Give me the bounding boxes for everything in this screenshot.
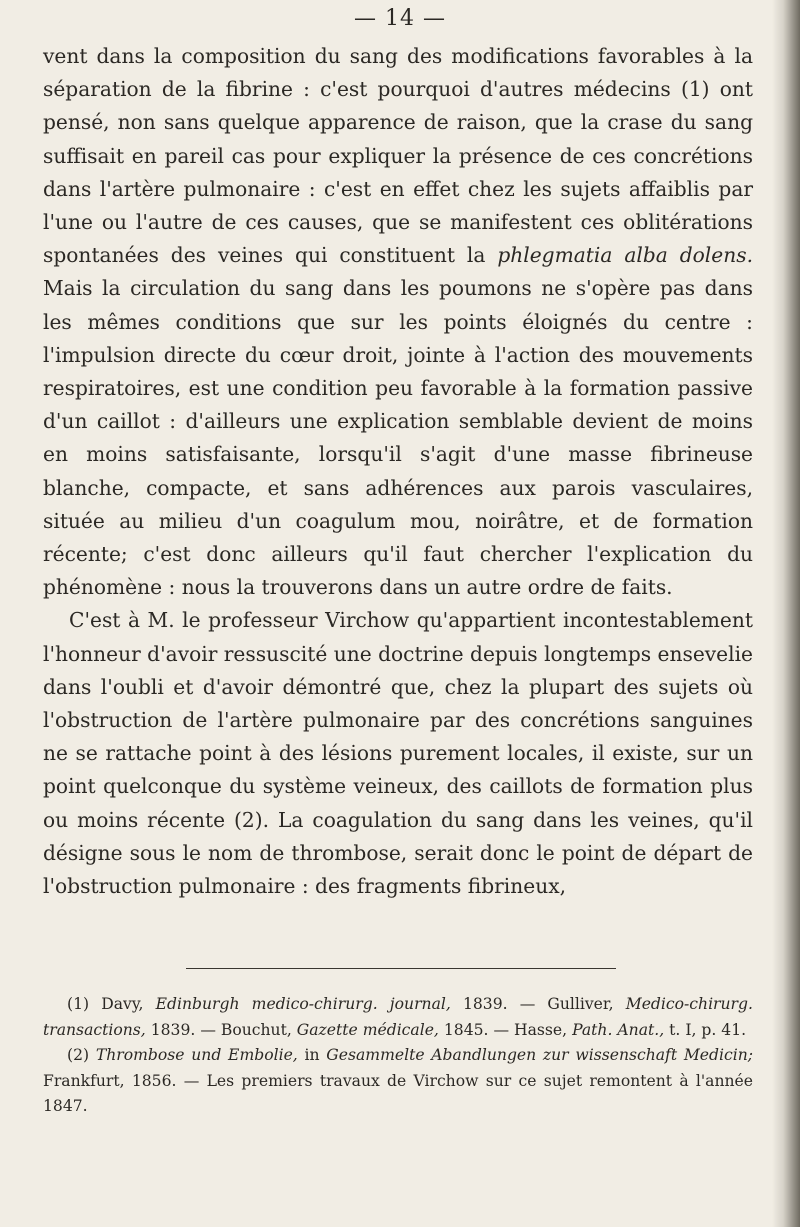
footnote-1-part: 1845. — Hasse,: [443, 1020, 568, 1039]
footnote-2-title: Gesammelte Abandlungen zur wissenschaft Medicin;: [326, 1046, 754, 1064]
footnote-1-journal: Medico-chirurg. transactions,: [43, 995, 753, 1039]
footnote-1-journal: Gazette médicale,: [296, 1020, 439, 1039]
footnote-divider: [186, 968, 616, 969]
footnote-1-part: (1) Davy,: [67, 995, 144, 1013]
paragraph-1-italic-term: phlegmatia alba dolens.: [497, 243, 753, 268]
footnote-2-title: Thrombose und Embolie,: [95, 1046, 298, 1064]
footnote-2: [43, 1043, 753, 1120]
paragraph-1-continuation: Mais la circulation du sang dans les poumons ne s'opère pas dans les mêmes conditions que sur les points éloignés du centre : l'impulsion directe du cœur droit, jointe à l'action des mouvements respiratoires, est une condition peu favorable à la formation passive d'un caillot : d'ailleurs une explication semblable devient de moins en moins satisfaisante, lorsqu'il s'agit d'une masse fibrineuse blanche, compacte, et sans adhérences aux parois vasculaires, située au milieu d'un coagulum mou, noirâtre, et de formation récente; c'est donc ailleurs qu'il faut chercher l'explication du phénomène : nous la trouverons dans un autre ordre de faits.: [43, 276, 753, 600]
footnote-2-part: Frankfurt, 1856. — Les premiers travaux de Virchow sur ce sujet remontent à l'année 1847.: [43, 1071, 753, 1115]
footnote-2-part: in: [304, 1046, 320, 1064]
footnote-1-journal: Path. Anat.,: [572, 1020, 665, 1039]
footnote-1-part: 1839. — Gulliver,: [462, 995, 614, 1013]
footnote-2-part: (2): [67, 1046, 90, 1064]
footnotes: [43, 992, 753, 1120]
page-edge-shadow: [772, 0, 800, 1227]
main-text: [43, 40, 753, 903]
paragraph-1-text: vent dans la composition du sang des modifications favorables à la séparation de la fibrine : c'est pourquoi d'autres médecins (1) ont pensé, non sans quelque apparence de raison, que la crase du sang suffisait en pareil cas pour expliquer la présence de ces concrétions dans l'artère pulmonaire : c'est en effet chez les sujets affaiblis par l'une ou l'autre de ces causes, que se manifestent ces oblitérations spontanées des veines qui constituent la: [43, 44, 753, 268]
page-number: — 14 —: [354, 6, 446, 31]
paragraph-1: [43, 40, 753, 604]
paragraph-2: C'est à M. le professeur Virchow qu'appartient incontestablement l'honneur d'avoir ressuscité une doctrine depuis longtemps ensevelie dans l'oubli et d'avoir démontré que, chez la plupart des sujets où l'obstruction de l'artère pulmonaire par des concrétions sanguines ne se rattache point à des lésions purement locales, il existe, sur un point quelconque du système veineux, des caillots de formation plus ou moins récente (2). La coagulation du sang dans les veines, qu'il désigne sous le nom de thrombose, serait donc le point de départ de l'obstruction pulmonaire : des fragments fibrineux,: [43, 608, 753, 899]
footnote-1: [43, 992, 753, 1043]
footnote-1-journal: Edinburgh medico-chirurg. journal,: [155, 995, 451, 1013]
footnote-1-part: t. I, p. 41.: [669, 1020, 747, 1039]
footnote-1-part: 1839. — Bouchut,: [150, 1020, 292, 1039]
